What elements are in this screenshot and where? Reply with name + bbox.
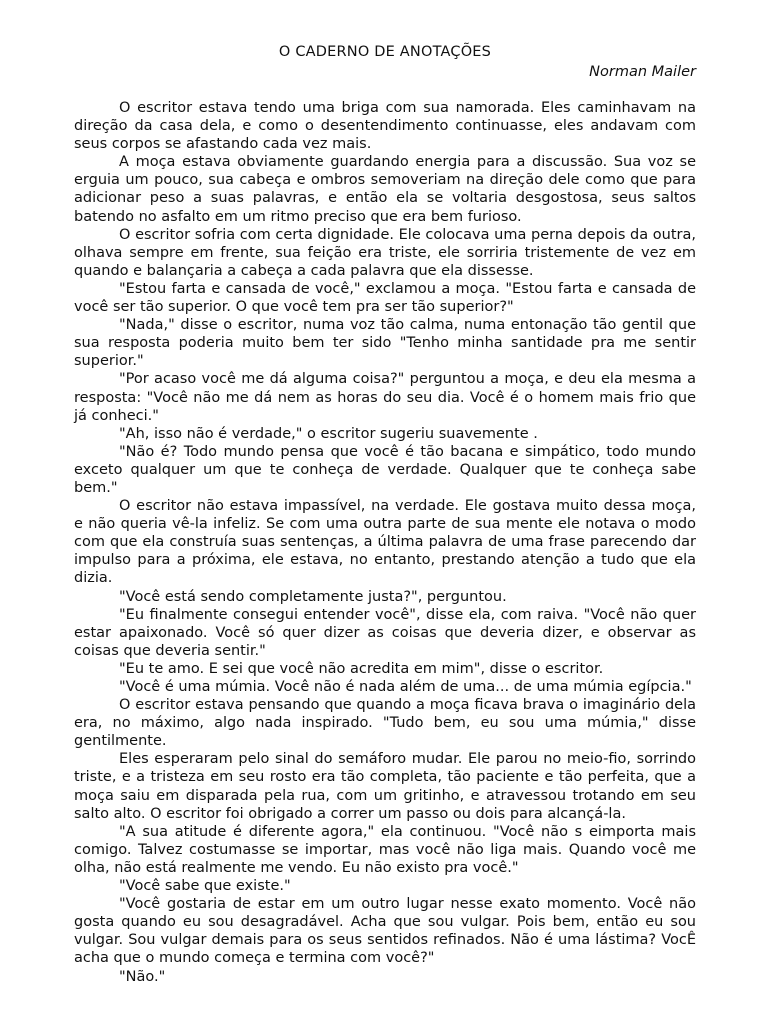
paragraph: "Você é uma múmia. Você não é nada além de uma... de uma múmia egípcia." xyxy=(119,679,692,695)
paragraph: A moça estava obviamente guardando energia para a discussão. Sua voz se erguia um pouco, sua cabeça e ombros semoveriam na direção dele como que para adicionar peso a suas palavras, e então ela se voltaria desgostosa, seus saltos batendo no asfalto em um ritmo preciso que era bem furioso. xyxy=(74,154,696,225)
paragraph: Eles esperaram pelo sinal do semáforo mudar. Ele parou no meio-fio, sorrindo triste, e a tristeza em seu rosto era tão completa, tão paciente e tão perfeita, que a moça saiu em disparada pela rua, com um gritinho, e atravessou trotando em seu salto alto. O escritor foi obrigado a correr um passo ou dois para alcançá-la. xyxy=(74,751,696,822)
paragraph: "Não é? Todo mundo pensa que você é tão bacana e simpático, todo mundo exceto qualquer um que te conheça de verdade. Qualquer que te conheça sabe bem." xyxy=(74,443,696,496)
paragraph: "Eu finalmente consegui entender você", disse ela, com raiva. "Você não quer estar apaixonado. Você só quer dizer as coisas que deveria dizer, e observar as coisas que deveria sentir." xyxy=(74,606,696,659)
paragraph: O escritor estava tendo uma briga com sua namorada. Eles caminhavam na direção da casa dela, e como o desentendimento continuasse, eles andavam com seus corpos se afastando cada vez mais. xyxy=(74,100,696,153)
paragraph: "Eu te amo. E sei que você não acredita em mim", disse o escritor. xyxy=(119,660,604,677)
paragraph: "Ah, isso não é verdade," o escritor sugeriu suavemente . xyxy=(119,425,538,442)
document-author: Norman Mailer xyxy=(589,64,696,80)
document-page xyxy=(74,42,696,986)
paragraph: O escritor sofria com certa dignidade. Ele colocava uma perna depois da outra, olhava sempre em frente, sua feição era triste, ele sorriria tristemente de vez em quando e balançaria a cabeça a cada palavra que ela dissesse. xyxy=(74,226,696,279)
paragraph: O escritor estava pensando que quando a moça ficava brava o imaginário dela era, no máximo, algo nada inspirado. "Tudo bem, eu sou uma múmia," disse gentilmente. xyxy=(74,697,696,750)
paragraph: "A sua atitude é diferente agora," ela continuou. "Você não s eimporta mais comigo. Talvez costumasse se importar, mas você não liga mais. Quando você me olha, não está realmente me vendo. Eu não existo pra você." xyxy=(74,823,696,876)
paragraph: "Você gostaria de estar em um outro lugar nesse exato momento. Você não gosta quando eu sou desagradável. Acha que sou vulgar. Pois bem, então eu sou vulgar. Sou vulgar demais para os seus sentidos refinados. Não é uma lástima? VocÊ acha que o mundo começa e termina com você?" xyxy=(74,896,696,967)
paragraph: "Nada," disse o escritor, numa voz tão calma, numa entonação tão gentil que sua resposta poderia muito bem ter sido "Tenho minha santidade pra me sentir superior." xyxy=(74,317,696,370)
paragraph: "Não." xyxy=(119,968,166,985)
paragraph: "Estou farta e cansada de você," exclamou a moça. "Estou farta e cansada de você ser tão superior. O que você tem pra ser tão superior?" xyxy=(74,280,696,316)
paragraph: "Você sabe que existe." xyxy=(119,878,291,895)
paragraph: "Por acaso você me dá alguma coisa?" perguntou a moça, e deu ela mesma a resposta: "Você não me dá nem as horas do seu dia. Você é o homem mais frio que já conheci." xyxy=(74,371,696,424)
paragraph: "Você está sendo completamente justa?", perguntou. xyxy=(119,588,507,605)
paragraph: O escritor não estava impassível, na verdade. Ele gostava muito dessa moça, e não queria vê-la infeliz. Se com uma outra parte de sua mente ele notava o modo com que ela construía suas sentenças, a última palavra de uma frase parecendo dar impulso para a próxima, ele estava, no entanto, prestando atenção a tudo que ela dizia. xyxy=(74,498,696,587)
document-body xyxy=(74,99,696,986)
document-title: O CADERNO DE ANOTAÇÕES xyxy=(278,44,492,60)
